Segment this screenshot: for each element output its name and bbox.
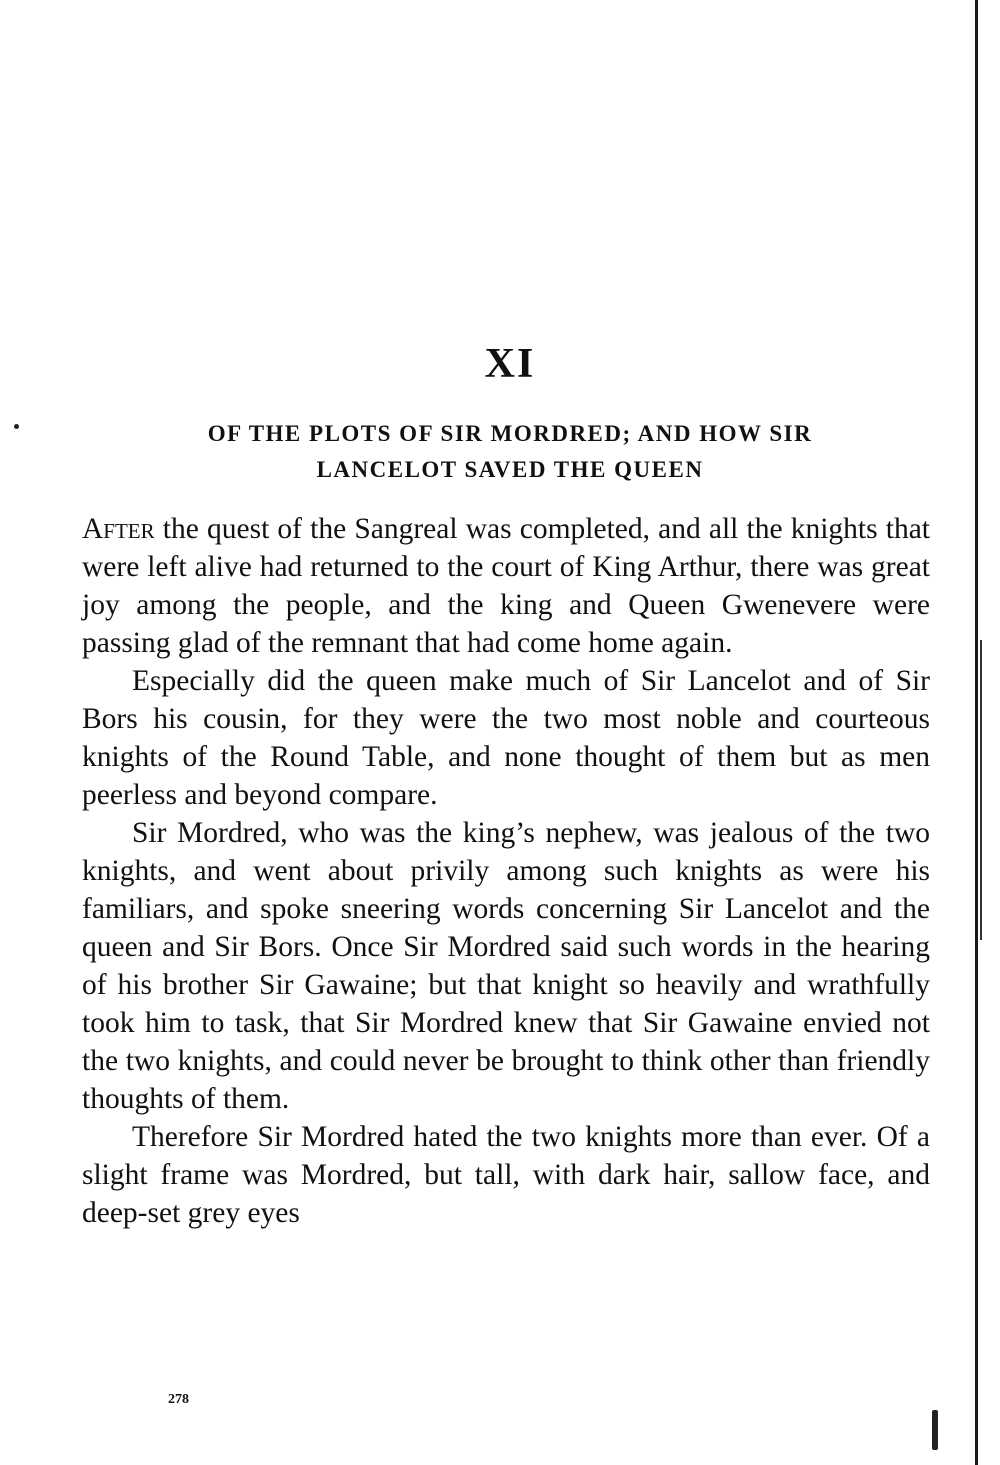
page-edge-rule	[975, 0, 978, 1465]
chapter-number: XI	[484, 341, 536, 387]
paragraph-1-text: the quest of the Sangreal was completed, and all the knights that were left alive had returned to the court of King Arthur, there was great joy among the people, and the king and Queen Gwenevere were passing glad of the remnant that had come home again.	[82, 513, 930, 659]
paragraph-1	[82, 510, 930, 662]
chapter-body	[82, 510, 930, 1232]
chapter-title-line-2: LANCELOT SAVED THE QUEEN	[316, 457, 704, 482]
paragraph-2: Especially did the queen make much of Sir Lancelot and of Sir Bors his cousin, for they were the two most noble and courteous knights of the Round Table, and none thought of them but as men peerless and beyond compare.	[82, 665, 930, 811]
scan-speck	[14, 424, 19, 429]
page-edge-shadow	[980, 640, 982, 940]
chapter-title	[120, 416, 900, 488]
page-number: 278	[168, 1392, 189, 1407]
chapter-title-line-1: OF THE PLOTS OF SIR MORDRED; AND HOW SIR	[207, 421, 813, 446]
paragraph-3: Sir Mordred, who was the king’s nephew, was jealous of the two knights, and went about privily among such knights as were his familiars, and spoke sneering words concerning Sir Lancelot and the queen and Sir Bors. Once Sir Mordred said such words in the hearing of his brother Sir Gawaine; but that knight so heavily and wrathfully took him to task, that Sir Mordred knew that Sir Gawaine envied not the two knights, and could never be brought to think other than friendly thoughts of them.	[82, 817, 930, 1115]
paragraph-4: Therefore Sir Mordred hated the two knights more than ever. Of a slight frame was Mordred, but tall, with dark hair, sallow face, and deep-set grey eyes	[82, 1121, 930, 1229]
scan-speck	[932, 1410, 938, 1450]
dropword: After	[82, 513, 155, 545]
